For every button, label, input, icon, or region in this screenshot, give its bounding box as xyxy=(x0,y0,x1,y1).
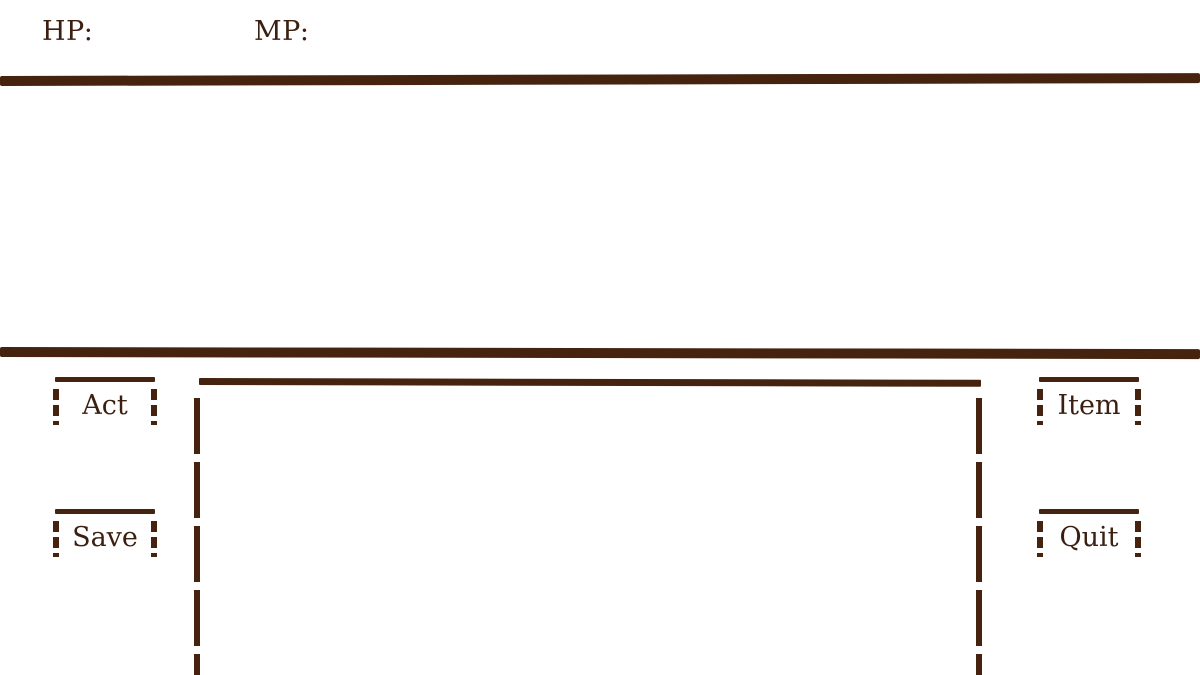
mp-label: MP: xyxy=(254,16,310,47)
dialog-panel-right-edge xyxy=(976,398,982,675)
dialog-panel-top-bar xyxy=(199,378,981,387)
quit-button[interactable] xyxy=(1037,509,1141,557)
scene-area xyxy=(0,90,1200,342)
act-button[interactable] xyxy=(53,377,157,425)
save-button-label: Save xyxy=(72,522,138,553)
quit-button-left-edge xyxy=(1037,521,1043,557)
item-button-top-bar xyxy=(1039,377,1139,382)
act-button-top-bar xyxy=(55,377,155,382)
dialog-panel-left-edge xyxy=(194,398,200,675)
save-button-right-edge xyxy=(151,521,157,557)
save-button[interactable] xyxy=(53,509,157,557)
act-button-left-edge xyxy=(53,389,59,425)
save-button-top-bar xyxy=(55,509,155,514)
quit-button-top-bar xyxy=(1039,509,1139,514)
bottom-divider xyxy=(0,347,1200,359)
save-button-left-edge xyxy=(53,521,59,557)
item-button-left-edge xyxy=(1037,389,1043,425)
item-button-label: Item xyxy=(1057,390,1121,421)
quit-button-right-edge xyxy=(1135,521,1141,557)
quit-button-label: Quit xyxy=(1059,522,1119,553)
act-button-right-edge xyxy=(151,389,157,425)
item-button[interactable] xyxy=(1037,377,1141,425)
dialog-panel xyxy=(194,378,988,675)
act-button-label: Act xyxy=(82,390,128,421)
item-button-right-edge xyxy=(1135,389,1141,425)
top-divider xyxy=(0,73,1200,86)
hp-label: HP: xyxy=(42,16,94,47)
